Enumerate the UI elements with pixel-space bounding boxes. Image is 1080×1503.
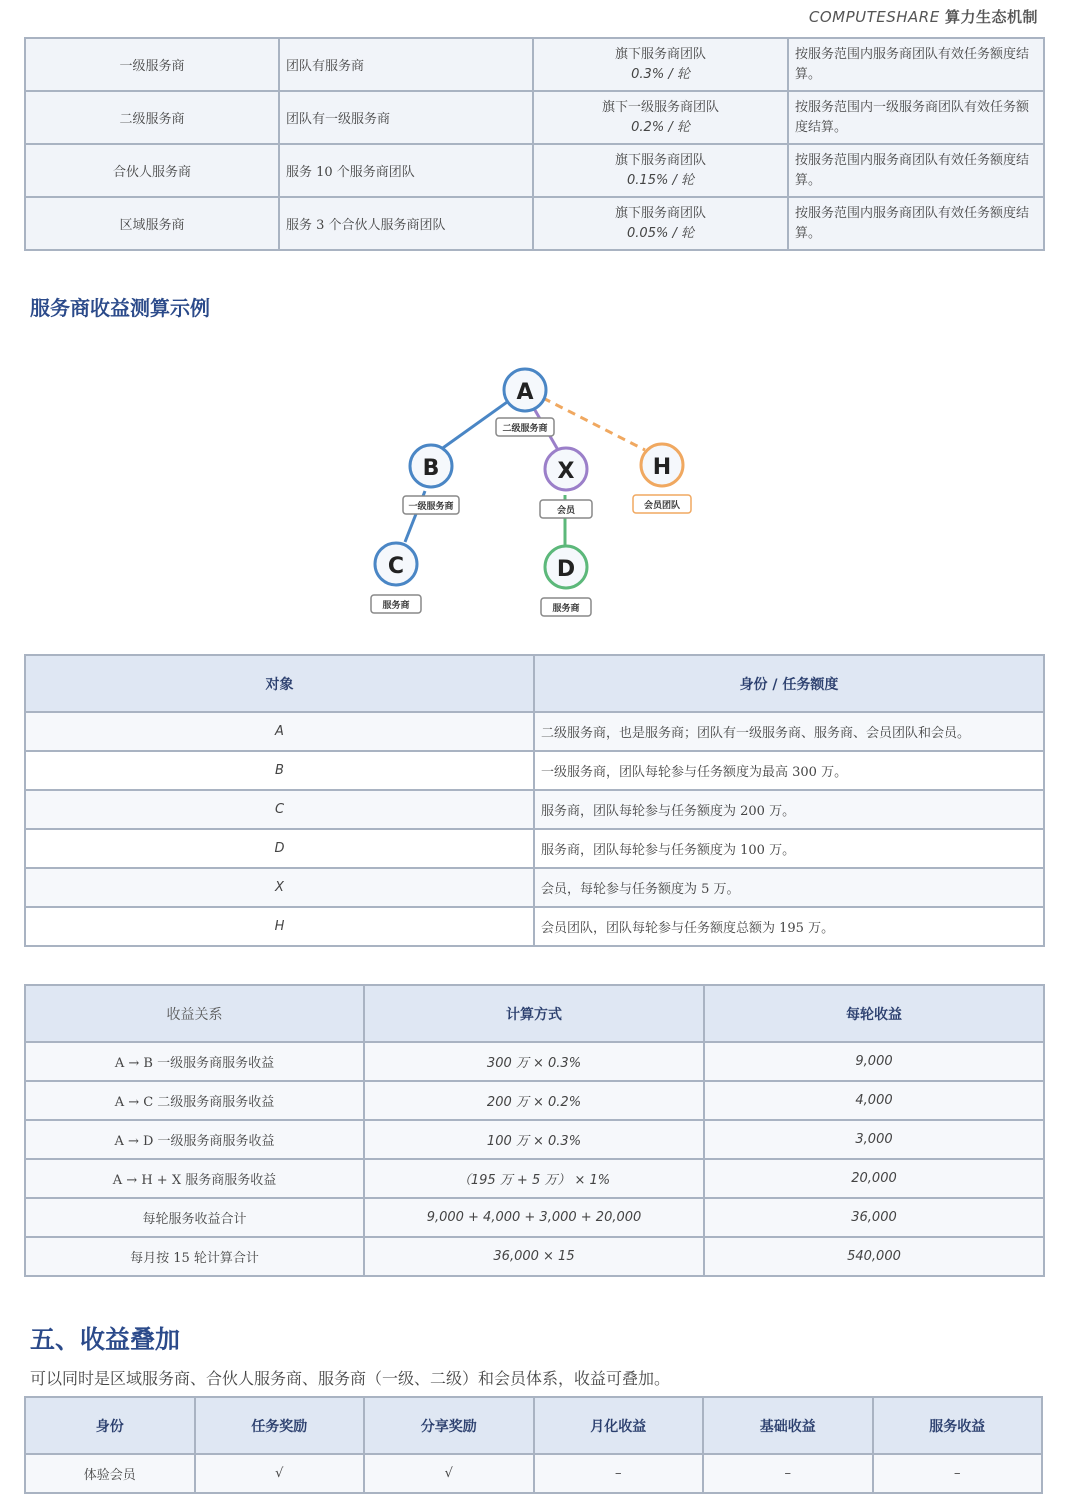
node-x-letter: X — [557, 459, 575, 484]
brand-cn: 算力生态机制 — [944, 8, 1038, 26]
level-rate-line2: 0.05% / 轮 — [627, 225, 694, 241]
service-levels-table — [24, 37, 1045, 251]
income-formula: （195 万 + 5 万） × 1% — [364, 1159, 704, 1198]
identity-desc: 二级服务商，也是服务商；团队有一级服务商、服务商、会员团队和会员。 — [534, 712, 1044, 751]
stack-cell: – — [534, 1454, 704, 1493]
identity-row — [25, 790, 1044, 829]
income-row — [25, 1120, 1044, 1159]
stack-cell: √ — [364, 1454, 534, 1493]
level-rate-line2: 0.15% / 轮 — [627, 172, 694, 188]
node-h-label: 会员团队 — [643, 501, 681, 511]
income-value: 36,000 — [704, 1198, 1044, 1237]
level-rate-line1: 旗下服务商团队 — [614, 46, 706, 62]
income-formula: 100 万 × 0.3% — [364, 1120, 704, 1159]
level-rate — [533, 91, 788, 144]
income-row — [25, 1159, 1044, 1198]
identity-table — [24, 654, 1045, 947]
income-row — [25, 1198, 1044, 1237]
level-condition: 服务 10 个服务商团队 — [279, 144, 533, 197]
income-row — [25, 1042, 1044, 1081]
level-rate — [533, 144, 788, 197]
identity-header-object: 对象 — [25, 655, 534, 712]
identity-object: C — [25, 790, 534, 829]
income-formula: 9,000 + 4,000 + 3,000 + 20,000 — [364, 1198, 704, 1237]
stack-row — [25, 1454, 1042, 1493]
income-value: 20,000 — [704, 1159, 1044, 1198]
identity-row — [25, 829, 1044, 868]
identity-desc: 会员，每轮参与任务额度为 5 万。 — [534, 868, 1044, 907]
identity-row — [25, 712, 1044, 751]
income-header-income: 每轮收益 — [704, 985, 1044, 1042]
level-settle: 按服务范围内服务商团队有效任务额度结算。 — [788, 197, 1044, 250]
node-x — [540, 448, 592, 518]
level-name: 一级服务商 — [25, 38, 279, 91]
level-rate-line1: 旗下服务商团队 — [614, 205, 706, 221]
level-rate-line2: 0.3% / 轮 — [631, 66, 690, 82]
stack-header: 分享奖励 — [364, 1397, 534, 1454]
income-relation: A → H + X 服务商服务收益 — [25, 1159, 364, 1198]
node-d-label: 服务商 — [552, 604, 580, 614]
identity-object: A — [25, 712, 534, 751]
income-value: 540,000 — [704, 1237, 1044, 1276]
level-rate — [533, 38, 788, 91]
stack-title: 五、收益叠加 — [30, 1325, 181, 1354]
identity-desc: 服务商，团队每轮参与任务额度为 100 万。 — [534, 829, 1044, 868]
brand-header — [809, 6, 1038, 27]
stack-header: 月化收益 — [534, 1397, 704, 1454]
level-name: 二级服务商 — [25, 91, 279, 144]
node-h — [633, 444, 691, 513]
relation-diagram — [360, 355, 720, 625]
identity-object: D — [25, 829, 534, 868]
income-relation: 每月按 15 轮计算合计 — [25, 1237, 364, 1276]
levels-row — [25, 144, 1044, 197]
level-name: 合伙人服务商 — [25, 144, 279, 197]
stack-header: 身份 — [25, 1397, 195, 1454]
stack-desc: 可以同时是区域服务商、合伙人服务商、服务商（一级、二级）和会员体系，收益可叠加。 — [30, 1369, 671, 1388]
identity-object: X — [25, 868, 534, 907]
node-d — [541, 546, 591, 616]
node-a-letter: A — [516, 380, 534, 405]
level-settle: 按服务范围内服务商团队有效任务额度结算。 — [788, 38, 1044, 91]
node-b-label: 一级服务商 — [408, 502, 454, 512]
income-relation: A → C 二级服务商服务收益 — [25, 1081, 364, 1120]
level-rate-line1: 旗下服务商团队 — [614, 152, 706, 168]
income-header-formula: 计算方式 — [364, 985, 704, 1042]
stack-header: 基础收益 — [703, 1397, 873, 1454]
identity-header-desc: 身份 / 任务额度 — [534, 655, 1044, 712]
income-relation: A → D 一级服务商服务收益 — [25, 1120, 364, 1159]
node-c-letter: C — [387, 554, 405, 579]
stack-cell: – — [703, 1454, 873, 1493]
node-b — [403, 445, 459, 514]
identity-desc: 服务商，团队每轮参与任务额度为 200 万。 — [534, 790, 1044, 829]
income-value: 9,000 — [704, 1042, 1044, 1081]
identity-desc: 一级服务商，团队每轮参与任务额度为最高 300 万。 — [534, 751, 1044, 790]
level-condition: 团队有服务商 — [279, 38, 533, 91]
identity-object: H — [25, 907, 534, 946]
stack-cell: 体验会员 — [25, 1454, 195, 1493]
level-name: 区域服务商 — [25, 197, 279, 250]
income-value: 4,000 — [704, 1081, 1044, 1120]
node-c — [371, 543, 421, 613]
stack-header: 服务收益 — [873, 1397, 1043, 1454]
levels-row — [25, 91, 1044, 144]
level-condition: 服务 3 个合伙人服务商团队 — [279, 197, 533, 250]
edge-a-h — [543, 398, 645, 450]
income-row — [25, 1237, 1044, 1276]
stack-cell: √ — [195, 1454, 365, 1493]
stack-header: 任务奖励 — [195, 1397, 365, 1454]
income-table — [24, 984, 1045, 1277]
income-relation: 每轮服务收益合计 — [25, 1198, 364, 1237]
level-rate-line1: 旗下一级服务商团队 — [601, 99, 719, 115]
node-d-letter: D — [556, 557, 576, 582]
income-formula: 200 万 × 0.2% — [364, 1081, 704, 1120]
level-settle: 按服务范围内一级服务商团队有效任务额度结算。 — [788, 91, 1044, 144]
levels-row — [25, 197, 1044, 250]
level-settle: 按服务范围内服务商团队有效任务额度结算。 — [788, 144, 1044, 197]
income-value: 3,000 — [704, 1120, 1044, 1159]
level-condition: 团队有一级服务商 — [279, 91, 533, 144]
section-title: 服务商收益测算示例 — [30, 296, 210, 320]
level-rate — [533, 197, 788, 250]
stack-table — [24, 1396, 1043, 1494]
income-row — [25, 1081, 1044, 1120]
stack-cell: – — [873, 1454, 1043, 1493]
node-a-label: 二级服务商 — [502, 424, 548, 434]
income-relation: A → B 一级服务商服务收益 — [25, 1042, 364, 1081]
identity-row — [25, 907, 1044, 946]
brand-en: COMPUTESHARE — [808, 8, 940, 26]
income-formula: 36,000 × 15 — [364, 1237, 704, 1276]
identity-object: B — [25, 751, 534, 790]
income-header-relation: 收益关系 — [25, 985, 364, 1042]
income-formula: 300 万 × 0.3% — [364, 1042, 704, 1081]
node-h-letter: H — [652, 455, 672, 480]
identity-desc: 会员团队，团队每轮参与任务额度总额为 195 万。 — [534, 907, 1044, 946]
node-b-letter: B — [422, 456, 440, 481]
node-x-label: 会员 — [556, 506, 576, 516]
node-c-label: 服务商 — [382, 601, 410, 611]
identity-row — [25, 751, 1044, 790]
levels-row — [25, 38, 1044, 91]
identity-row — [25, 868, 1044, 907]
level-rate-line2: 0.2% / 轮 — [631, 119, 690, 135]
